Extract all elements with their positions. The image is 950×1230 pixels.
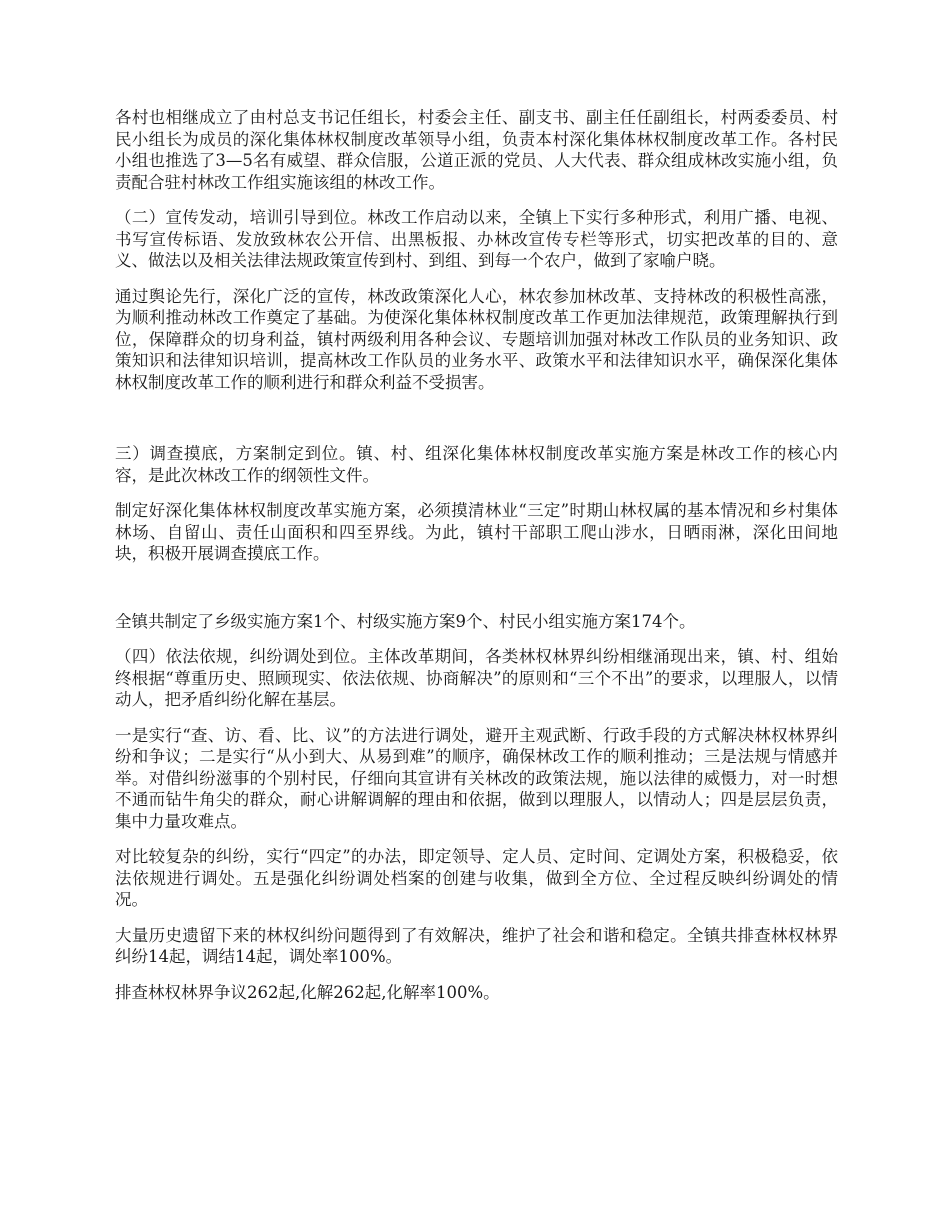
paragraph-four-fixed: 对比较复杂的纠纷，实行“四定”的办法，即定领导、定人员、定时间、定调处方案，积极稳妥，依法依规进行调处。五是强化纠纷调处档案的创建与收集，做到全方位、全过程反映纠纷调处的情况。	[115, 847, 838, 909]
section-gap	[115, 407, 838, 443]
paragraph-dispute-resolution: （四）依法依规，纠纷调处到位。主体改革期间，各类林权林界纠纷相继涌现出来，镇、村、组始终根据“尊重历史、照顾现实、依法依规、协商解决”的原则和“三个不出”的要求，以理服人，以情动人，把矛盾纠纷化解在基层。	[115, 647, 838, 709]
paragraph-village-groups: 各村也相继成立了由村总支书记任组长，村委会主任、副支书、副主任任副组长，村两委委员、村民小组长为成员的深化集体林权制度改革领导小组，负责本村深化集体林权制度改革工作。各村民小组也推选了3—5名有威望、群众信服，公道正派的党员、人大代表、群众组成林改实施小组，负责配合驻村林改工作组实施该组的林改工作。	[115, 108, 838, 192]
paragraph-methods: 一是实行“查、访、看、比、议”的方法进行调处，避开主观武断、行政手段的方式解决林权林界纠纷和争议；二是实行“从小到大、从易到难”的顺序，确保林改工作的顺利推动；三是法规与情感并举。对借纠纷滋事的个别村民，仔细向其宣讲有关林改的政策法规，施以法律的威慑力，对一时想不通而钻牛角尖的群众，耐心讲解调解的理由和依据，做到以理服人，以情动人；四是层层负责，集中力量攻难点。	[115, 725, 838, 831]
section-gap	[115, 579, 838, 611]
paragraph-public-opinion: 通过舆论先行，深化广泛的宣传，林改政策深化人心，林农参加林改革、支持林改的积极性高涨，为顺利推动林改工作奠定了基础。为使深化集体林权制度改革工作更加法律规范，政策理解执行到位，保障群众的切身利益，镇村两级利用各种会议、专题培训加强对林改工作队员的业务知识、政策知识和法律知识培训，提高林改工作队员的业务水平、政策水平和法律知识水平，确保深化集体林权制度改革工作的顺利进行和群众利益不受损害。	[115, 286, 838, 392]
paragraph-plan-count: 全镇共制定了乡级实施方案1个、村级实施方案9个、村民小组实施方案174个。	[115, 611, 696, 631]
paragraph-plan-formulation: 制定好深化集体林权制度改革实施方案，必须摸清林业“三定”时期山林权属的基本情况和乡村集体林场、自留山、责任山面积和四至界线。为此，镇村干部职工爬山涉水，日晒雨淋，深化田间地块，积极开展调查摸底工作。	[115, 501, 838, 563]
paragraph-publicity: （二）宣传发动，培训引导到位。林改工作启动以来，全镇上下实行多种形式，利用广播、电视、书写宣传标语、发放致林农公开信、出黑板报、办林改宣传专栏等形式，切实把改革的目的、意义、做法以及相关法律法规政策宣传到村、到组、到每一个农户，做到了家喻户晓。	[115, 208, 838, 270]
paragraph-results-controversies: 排查林权林界争议262起,化解262起,化解率100%。	[115, 982, 500, 1002]
paragraph-results-disputes: 大量历史遗留下来的林权纠纷问题得到了有效解决，维护了社会和谐和稳定。全镇共排查林权林界纠纷14起，调结14起，调处率100%。	[115, 925, 838, 966]
paragraph-survey: 三）调查摸底，方案制定到位。镇、村、组深化集体林权制度改革实施方案是林改工作的核心内容，是此次林改工作的纲领性文件。	[115, 444, 838, 485]
